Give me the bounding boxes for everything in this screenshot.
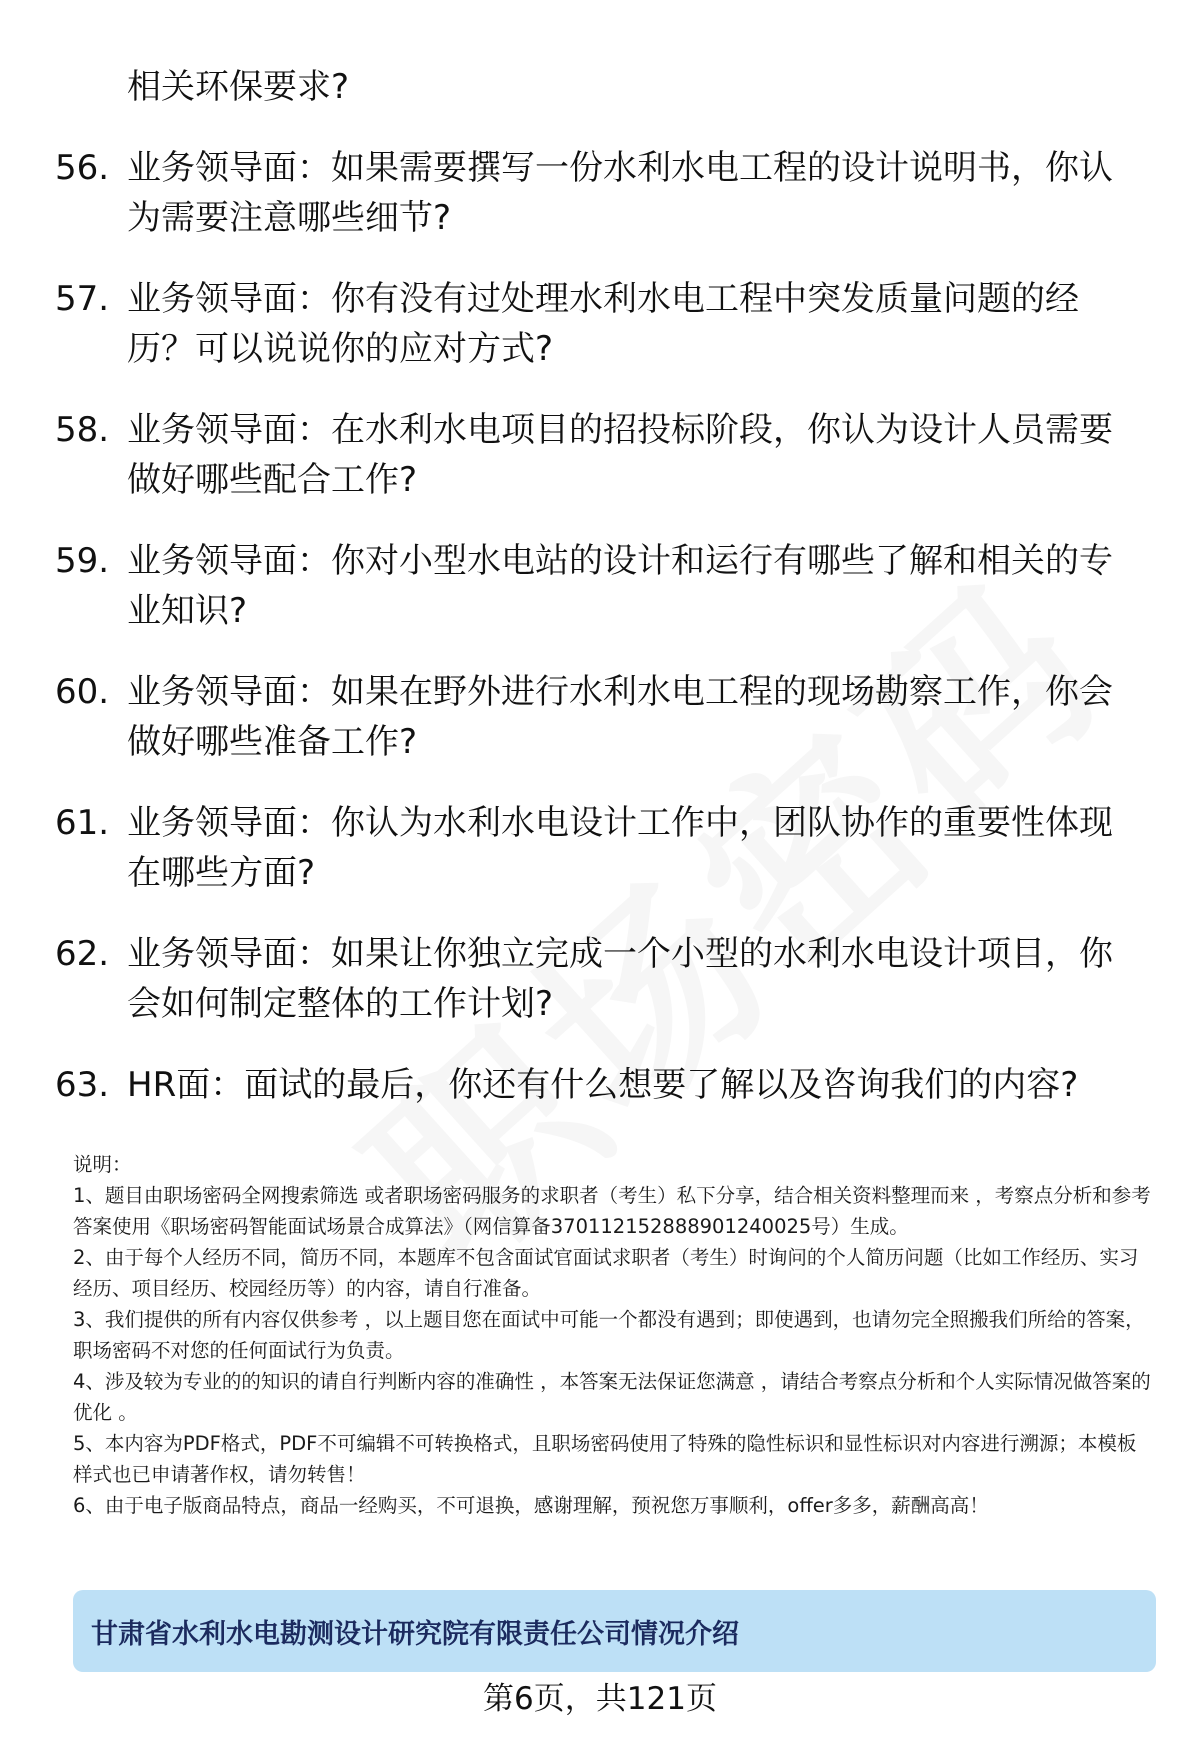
question-number: 63. bbox=[55, 1065, 110, 1105]
question-item bbox=[55, 405, 1145, 505]
notes-heading: 说明： bbox=[73, 1153, 132, 1176]
disclaimer-notes bbox=[73, 1149, 1153, 1521]
question-item bbox=[55, 274, 1145, 374]
question-text: 业务领导面：你有没有过处理水利水电工程中突发质量问题的经历？可以说说你的应对方式? bbox=[127, 279, 1079, 369]
note-item: 2、由于每个人经历不同，简历不同，本题库不包含面试官面试求职者（考生）时询问的个人简历问题（比如工作经历、实习经历、项目经历、校园经历等）的内容，请自行准备。 bbox=[73, 1246, 1139, 1300]
page-number: 第6页，共121页 bbox=[483, 1681, 717, 1717]
question-number: 60. bbox=[55, 672, 110, 712]
question-number: 58. bbox=[55, 410, 110, 450]
question-list bbox=[0, 62, 1200, 1141]
question-item bbox=[55, 667, 1145, 767]
question-text: 业务领导面：如果需要撰写一份水利水电工程的设计说明书，你认为需要注意哪些细节? bbox=[127, 148, 1113, 238]
question-number: 59. bbox=[55, 541, 110, 581]
note-item: 5、本内容为PDF格式，PDF不可编辑不可转换格式，且职场密码使用了特殊的隐性标识和显性标识对内容进行溯源；本模板样式也已申请著作权，请勿转售！ bbox=[73, 1432, 1137, 1486]
question-item bbox=[55, 143, 1145, 243]
question-text: 业务领导面：如果让你独立完成一个小型的水利水电设计项目，你会如何制定整体的工作计划? bbox=[127, 934, 1113, 1024]
question-text: 业务领导面：如果在野外进行水利水电工程的现场勘察工作，你会做好哪些准备工作? bbox=[127, 672, 1113, 762]
note-item: 4、涉及较为专业的的知识的请自行判断内容的准确性 ，本答案无法保证您满意 ，请结合考察点分析和个人实际情况做答案的优化 。 bbox=[73, 1370, 1151, 1424]
note-item: 6、由于电子版商品特点，商品一经购买，不可退换，感谢理解，预祝您万事顺利，offer多多，薪酬高高！ bbox=[73, 1494, 989, 1517]
question-number: 56. bbox=[55, 148, 110, 188]
company-intro-title: 甘肃省水利水电勘测设计研究院有限责任公司情况介绍 bbox=[91, 1618, 739, 1650]
question-text: 业务领导面：你认为水利水电设计工作中，团队协作的重要性体现在哪些方面? bbox=[127, 803, 1113, 893]
company-intro-banner bbox=[73, 1590, 1156, 1672]
question-number: 61. bbox=[55, 803, 110, 843]
question-item bbox=[55, 62, 1145, 112]
question-text: 业务领导面：你对小型水电站的设计和运行有哪些了解和相关的专业知识? bbox=[127, 541, 1113, 631]
question-item bbox=[55, 798, 1145, 898]
question-text: 相关环保要求? bbox=[127, 67, 350, 107]
question-item bbox=[55, 929, 1145, 1029]
question-item bbox=[55, 536, 1145, 636]
note-item: 1、题目由职场密码全网搜索筛选 或者职场密码服务的求职者（考生）私下分享，结合相关资料整理而来 ，考察点分析和参考答案使用《职场密码智能面试场景合成算法》（网信算备370112152888901240025号）生成。 bbox=[73, 1184, 1151, 1238]
question-number: 62. bbox=[55, 934, 110, 974]
question-item bbox=[55, 1060, 1145, 1110]
question-text: HR面：面试的最后，你还有什么想要了解以及咨询我们的内容? bbox=[127, 1065, 1079, 1105]
note-item: 3、我们提供的所有内容仅供参考 ，以上题目您在面试中可能一个都没有遇到；即使遇到，也请勿完全照搬我们所给的答案，职场密码不对您的任何面试行为负责。 bbox=[73, 1308, 1145, 1362]
question-text: 业务领导面：在水利水电项目的招投标阶段，你认为设计人员需要做好哪些配合工作? bbox=[127, 410, 1113, 500]
question-number: 57. bbox=[55, 279, 110, 319]
